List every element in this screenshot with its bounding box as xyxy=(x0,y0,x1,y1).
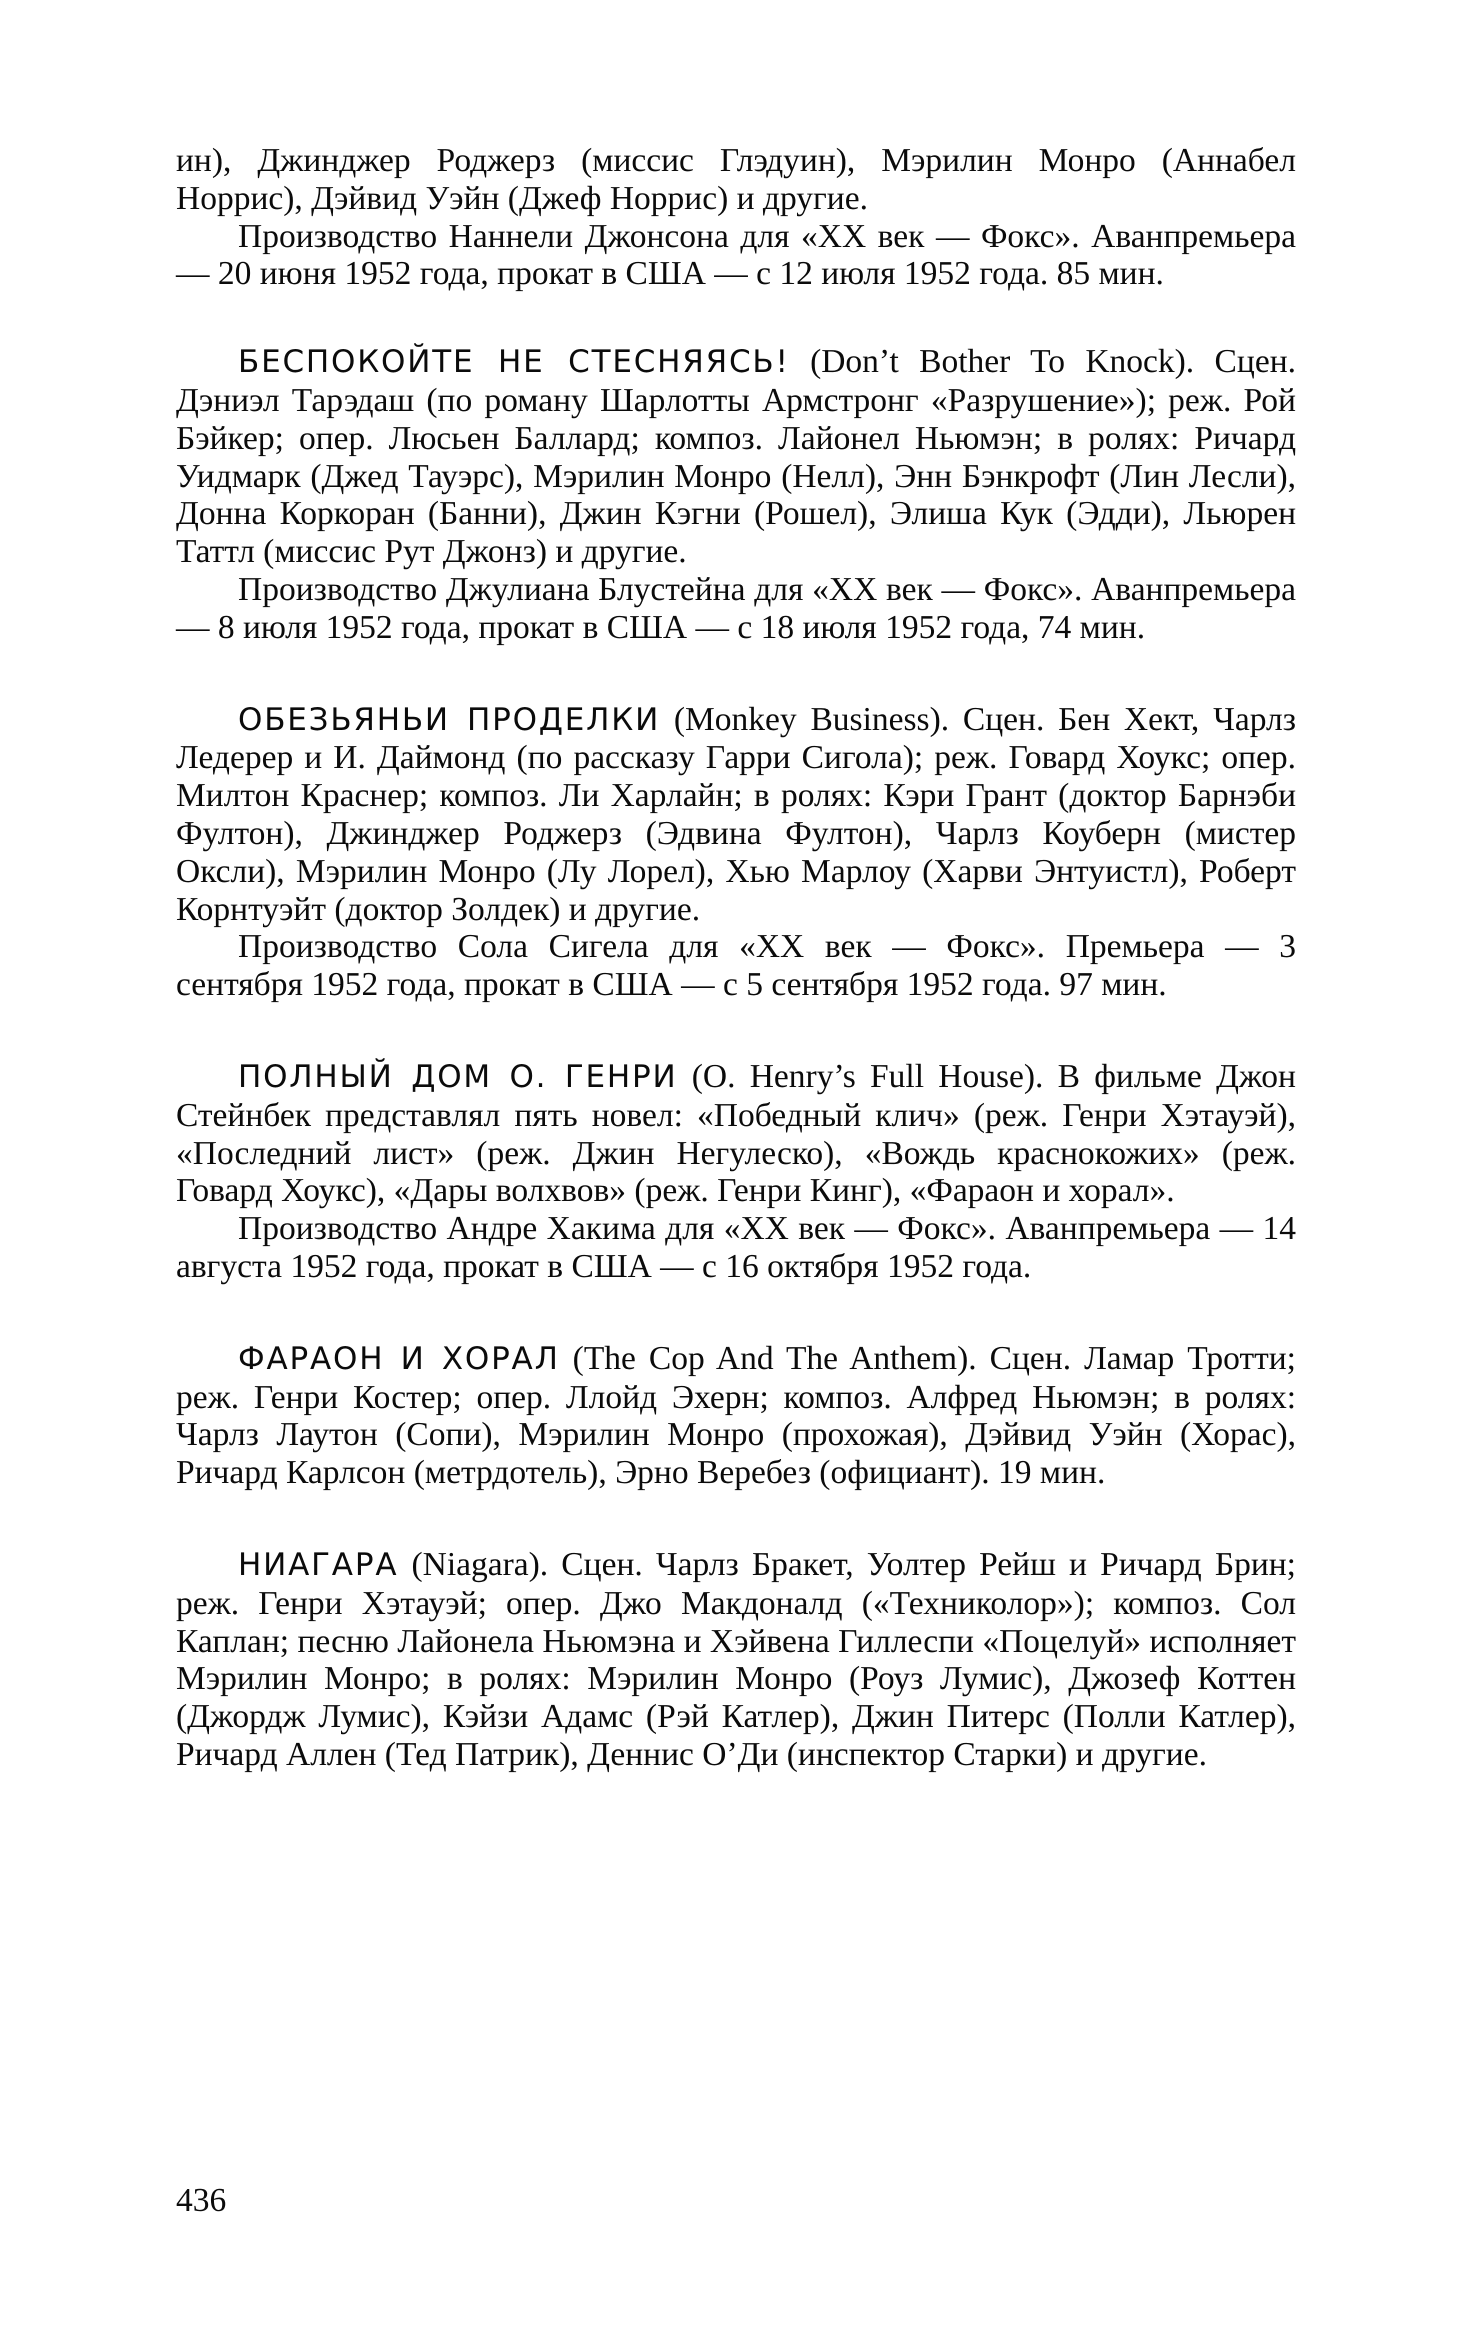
entry-heading xyxy=(176,343,1296,571)
page-body xyxy=(176,142,1296,1828)
film-title: БЕСПОКОЙТЕ НЕ СТЕСНЯЯСЬ! xyxy=(238,344,790,381)
entry-heading xyxy=(176,1340,1296,1492)
section-continuation xyxy=(176,142,1296,293)
entry-heading xyxy=(176,1058,1296,1210)
film-credits: (Don’t Bother To Knock). Сцен. Дэниэл Тарэдаш (по роману Шарлотты Армстронг «Разрушение»); реж. Рой Бэйкер; опер. Люсьен Баллард; композ. Лайонел Ньюмэн; в ролях: Ричард Уидмарк (Джед Тауэрс), Мэрилин Монро (Нелл), Энн Бэнкрофт (Лин Лесли), Донна Коркоран (Банни), Джин Кэгни (Рошел), Элиша Кук (Эдди), Льюрен Таттл (миссис Рут Джонз) и другие. xyxy=(176,343,1296,571)
film-title: ОБЕЗЬЯНЬИ ПРОДЕЛКИ xyxy=(238,701,661,738)
entry-heading xyxy=(176,701,1296,929)
page-number: 436 xyxy=(176,2182,227,2219)
film-title: ФАРАОН И ХОРАЛ xyxy=(238,1340,560,1377)
paragraph-production: Производство Сола Сигела для «XX век — Фокс». Премьера — 3 сентября 1952 года, прокат в США — с 5 сентября 1952 года. 97 мин. xyxy=(176,928,1296,1004)
film-title: ПОЛНЫЙ ДОМ О. ГЕНРИ xyxy=(238,1058,678,1095)
entry-full-house xyxy=(176,1058,1296,1286)
paragraph: ин), Джинджер Роджерз (миссис Глэдуин), Мэрилин Монро (Аннабел Норрис), Дэйвид Уэйн (Джеф Норрис) и другие. xyxy=(176,142,1296,217)
entry-niagara xyxy=(176,1546,1296,1774)
paragraph-production: Производство Наннели Джонсона для «XX век — Фокс». Аванпремьера — 20 июня 1952 года, прокат в США — с 12 июля 1952 года. 85 мин. xyxy=(176,217,1296,293)
entry-cop-and-anthem xyxy=(176,1340,1296,1492)
entry-heading xyxy=(176,1546,1296,1774)
film-credits: (The Cop And The Anthem). Сцен. Ламар Тротти; реж. Генри Костер; опер. Ллойд Эхерн; композ. Алфред Ньюмэн; в ролях: Чарлз Лаутон (Сопи), Мэрилин Монро (прохожая), Дэйвид Уэйн (Хорас), Ричард Карлсон (метрдотель), Эрно Веребез (официант). 19 мин. xyxy=(176,1339,1296,1492)
entry-monkey-business xyxy=(176,701,1296,1004)
entry-dont-bother-to-knock xyxy=(176,343,1296,646)
film-credits: (O. Henry’s Full House). В фильме Джон Стейнбек представлял пять новел: «Победный клич» (реж. Генри Хэтауэй), «Последний лист» (реж. Джин Негулеско), «Вождь краснокожих» (реж. Говард Хоукс), «Дары волхвов» (реж. Генри Кинг), «Фараон и хорал». xyxy=(176,1057,1296,1210)
film-credits: (Niagara). Сцен. Чарлз Бракет, Уолтер Рейш и Ричард Брин; реж. Генри Хэтауэй; опер. Джо Макдоналд («Техниколор»); композ. Сол Каплан; песню Лайонела Ньюмэна и Хэйвена Гиллеспи «Поцелуй» исполняет Мэрилин Монро; в ролях: Мэрилин Монро (Роуз Лумис), Джозеф Коттен (Джордж Лумис), Кэйзи Адамс (Рэй Катлер), Джин Питерс (Полли Катлер), Ричард Аллен (Тед Патрик), Деннис О’Ди (инспектор Старки) и другие. xyxy=(176,1545,1296,1773)
paragraph-production: Производство Андре Хакима для «XX век — Фокс». Аванпремьера — 14 августа 1952 года, прокат в США — с 16 октября 1952 года. xyxy=(176,1210,1296,1285)
paragraph-production: Производство Джулиана Блустейна для «XX век — Фокс». Аванпремьера — 8 июля 1952 года, прокат в США — с 18 июля 1952 года, 74 мин. xyxy=(176,570,1296,646)
film-credits: (Monkey Business). Сцен. Бен Хект, Чарлз Ледерер и И. Даймонд (по рассказу Гарри Сигола); реж. Говард Хоукс; опер. Милтон Краснер; композ. Ли Харлайн; в ролях: Кэри Грант (доктор Барнэби Фултон), Джинджер Роджерз (Эдвина Фултон), Чарлз Коуберн (мистер Оксли), Мэрилин Монро (Лу Лорел), Хью Марлоу (Харви Энтуистл), Роберт Корнтуэйт (доктор Золдек) и другие. xyxy=(176,700,1296,928)
film-title: НИАГАРА xyxy=(238,1546,399,1583)
